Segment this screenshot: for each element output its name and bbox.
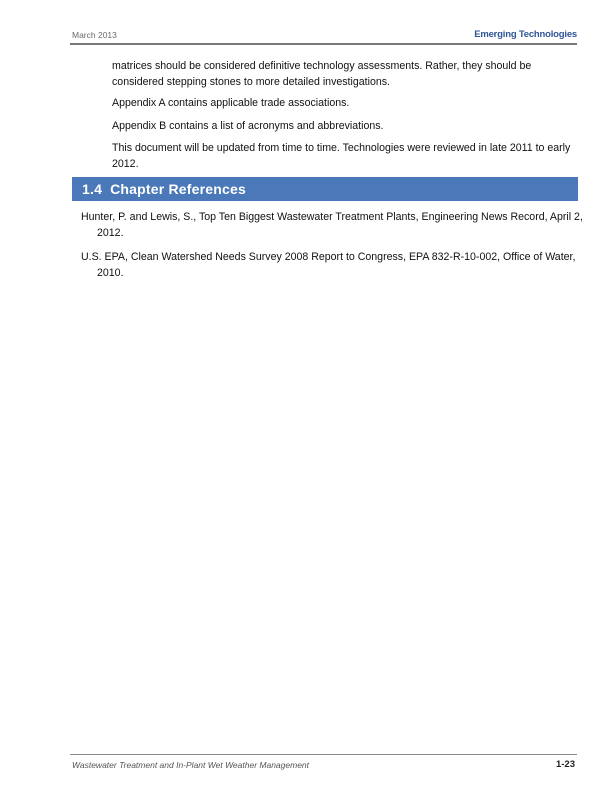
reference-item: U.S. EPA, Clean Watershed Needs Survey 2008 Report to Congress, EPA 832-R-10-002, Office of Water, 2010. [81, 251, 576, 279]
body-paragraph: Appendix B contains a list of acronyms and abbreviations. [112, 120, 384, 132]
section-number: 1.4 [82, 181, 103, 197]
page-number: 1-23 [555, 759, 575, 770]
header-date: March 2013 [72, 30, 117, 40]
header-rule [70, 43, 577, 45]
header-title: Emerging Technologies [474, 29, 577, 40]
body-paragraph: This document will be updated from time to time. Technologies were reviewed in late 2011 to early 2012. [112, 142, 571, 170]
section-title: Chapter References [110, 181, 246, 197]
footer-rule [70, 754, 577, 755]
section-heading-bar [72, 177, 578, 201]
section-heading [82, 181, 254, 197]
body-paragraph: matrices should be considered definitive technology assessments. Rather, they should be considered stepping stones to more detailed investigations. [112, 60, 532, 88]
body-paragraph: Appendix A contains applicable trade associations. [112, 97, 350, 109]
page-header [70, 28, 577, 43]
footer-title: Wastewater Treatment and In-Plant Wet Weather Management [72, 760, 310, 770]
reference-item: Hunter, P. and Lewis, S., Top Ten Biggest Wastewater Treatment Plants, Engineering News Record, April 2, 2012. [81, 211, 583, 239]
